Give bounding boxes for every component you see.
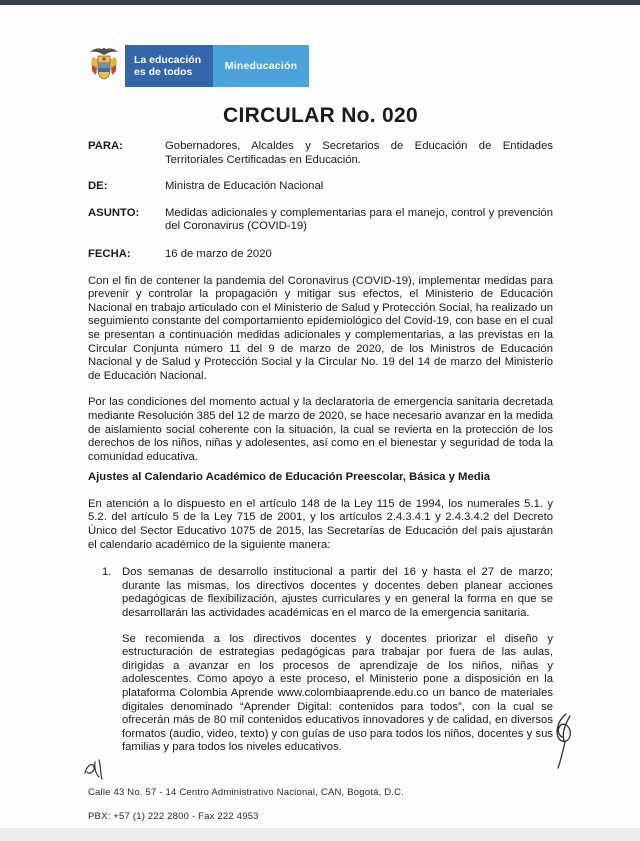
document-page <box>0 5 640 755</box>
meta-label-de: DE: <box>88 180 108 193</box>
list-item-1-text: Dos semanas de desarrollo institucional a partir del 16 y hasta el 27 de marzo; durante las mismas, los directivos docentes y docentes deben planear acciones pedagógicas de flexibilización, ajustes curriculares y en general la forma en que se desarrollarán las actividades académicas en el marco de la emergencia sanitaria. <box>122 566 553 620</box>
footer-address: Calle 43 No. 57 - 14 Centro Administrativo Nacional, CAN, Bogotá, D.C. <box>88 787 405 798</box>
meta-label-fecha: FECHA: <box>88 247 131 260</box>
list-item-1-continuation: Se recomienda a los directivos docentes y docentes priorizar el diseño y estructuración de estrategias pedagógicas para trabajar por fuera de las aulas, dirigidas a avanzar en los procesos de aprendizaje de los niños, niñas y adolescentes. Como apoyo a este proceso, el Ministerio pone a disposición en la plataforma Colombia Aprende www.colombiaaprende.edu.co un banco de materiales digitales denominado “Aprender Digital: contenidos para todos”, con la cual se ofrecerán más de 80 mil contenidos educativos innovadores y de calidad, en diversos formatos (audio, video, texto) y con guías de uso para todos los niños, docentes y sus familias y para todos los niveles educativos. <box>122 632 553 754</box>
handwritten-initials-icon <box>550 712 586 770</box>
section-heading: Ajustes al Calendario Académico de Educación Preescolar, Básica y Media <box>88 471 491 484</box>
circular-title: CIRCULAR No. 020 <box>223 104 418 127</box>
logo-tagline-line1: La educación <box>134 53 202 66</box>
handwritten-initials-icon <box>82 757 106 783</box>
meta-row-para <box>88 140 553 167</box>
ministry-logo <box>88 45 553 87</box>
meta-row-fecha <box>88 248 553 262</box>
footer-phone: PBX: +57 (1) 222 2800 - Fax 222 4953 <box>88 811 259 822</box>
meta-value-fecha: 16 de marzo de 2020 <box>165 247 272 260</box>
meta-value-para: Gobernadores, Alcaldes y Secretarios de Educación de Entidades Territoriales Certificadas en Educación. <box>165 140 553 166</box>
list-item-1-number: 1. <box>102 566 112 579</box>
logo-tagline-box <box>125 45 213 87</box>
meta-row-asunto <box>88 207 553 234</box>
body-paragraph-3: En atención a lo dispuesto en el artículo 148 de la Ley 115 de 1994, los numerales 5.1. y 5.2. del artículo 5 de la Ley 715 de 2001, y los artículos 2.4.3.4.1 y 2.4.3.4.2 del Decreto Único del Sector Educativo 1075 de 2015, las Secretarías de Educación del país ajustarán el calendario académico de la siguiente manera: <box>88 497 553 551</box>
body-paragraph-1: Con el fin de contener la pandemia del Coronavirus (COVID-19), implementar medidas para prevenir y controlar la propagación y mitigar sus efectos, el Ministerio de Educación Nacional en trabajo articulado con el Ministerio de Salud y Protección Social, ha realizado un seguimiento constante del comportamiento epidemiológico del Covid-19, con base en el cual se presentan a continuación medidas adicionales y complementarias, a las previstas en la Circular Conjunta número 11 del 9 de marzo de 2020, de los Ministros de Educación Nacional y de Salud y Protección Social y la Circular No. 19 del 14 de marzo del Ministerio de Educación Nacional. <box>88 274 553 382</box>
meta-row-de <box>88 180 553 194</box>
meta-value-de: Ministra de Educación Nacional <box>165 180 324 193</box>
meta-block <box>88 140 553 262</box>
list-item-1 <box>88 566 553 620</box>
meta-label-asunto: ASUNTO: <box>88 206 140 219</box>
logo-tagline-line2: es de todos <box>134 66 193 78</box>
scan-bottom-strip <box>0 828 640 841</box>
meta-label-para: PARA: <box>88 140 123 152</box>
meta-value-asunto: Medidas adicionales y complementarias para el manejo, control y prevención del Coronavirus (COVID-19) <box>165 206 553 233</box>
brand-name-box <box>213 45 309 87</box>
body-paragraph-2: Por las condiciones del momento actual y la declaratoria de emergencia sanitaria decretada mediante Resolución 385 del 12 de marzo de 2020, se hace necesario avanzar en la medida de aislamiento social coherente con la situación, la cual se revierta en la protección de los derechos de los niños, niñas y adolesentes, así como en el bienestar y seguridad de toda la comunidad educativa. <box>88 396 553 463</box>
colombia-coat-of-arms-icon <box>88 45 120 87</box>
brand-name: Mineducación <box>224 60 298 72</box>
